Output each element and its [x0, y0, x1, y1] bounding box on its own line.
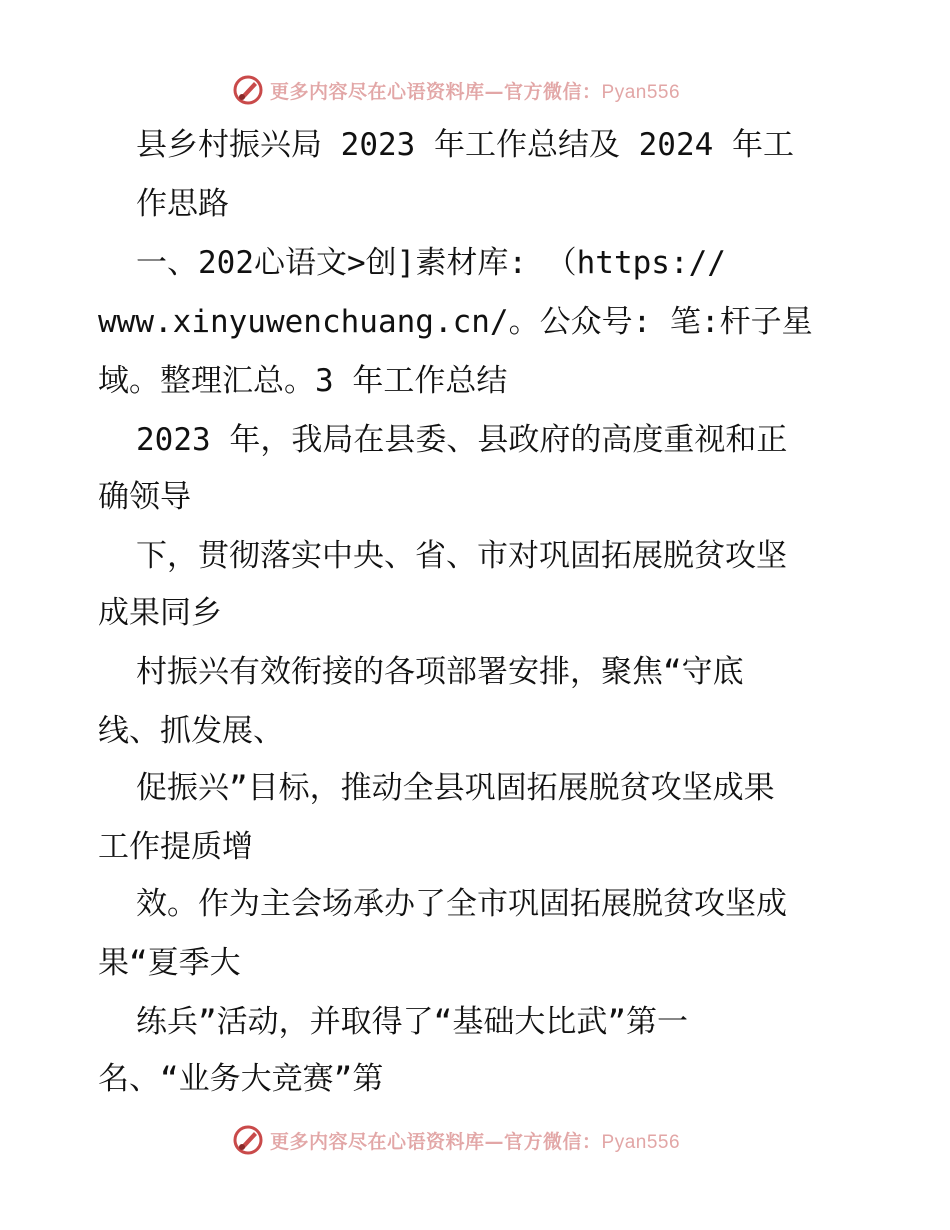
text-line: 促振兴”目标，推动全县巩固拓展脱贫攻坚成果: [136, 770, 775, 806]
text-line: 练兵”活动，并取得了“基础大比武”第一: [136, 1004, 688, 1040]
title-line-1: 县乡村振兴局 2023 年工作总结及 2024 年工: [136, 127, 794, 163]
text-line: 下，贯彻落实中央、省、市对巩固拓展脱贫攻坚: [136, 538, 787, 574]
text-line: 果“夏季大: [98, 945, 241, 981]
title-line-2: 作思路: [136, 186, 229, 222]
text-line: 一、202心语文>创]素材库: （https://: [136, 245, 726, 281]
text-line: 工作提质增: [98, 829, 253, 865]
footer-watermark: [232, 1122, 752, 1158]
text-line: 成果同乡: [98, 595, 222, 631]
text-line: 域。整理汇总。3 年工作总结: [98, 363, 508, 399]
text-line: 村振兴有效衔接的各项部署安排，聚焦“守底: [136, 654, 744, 690]
watermark-id: Pyan556: [601, 81, 681, 103]
brush-logo-icon: [232, 1124, 264, 1156]
header-watermark: [232, 72, 752, 108]
text-line: 效。作为主会场承办了全市巩固拓展脱贫攻坚成: [136, 886, 787, 922]
watermark-id: Pyan556: [601, 1131, 681, 1153]
text-line: 名、“业务大竞赛”第: [98, 1061, 384, 1097]
text-line: www.xinyuwenchuang.cn/。公众号: 笔:杆子星: [98, 304, 813, 340]
text-line: 确领导: [98, 479, 191, 515]
watermark-text: 更多内容尽在心语资料库—官方微信：: [270, 80, 602, 103]
text-line: 线、抓发展、: [98, 713, 284, 749]
brush-logo-icon: [232, 74, 264, 106]
text-line: 2023 年，我局在县委、县政府的高度重视和正: [136, 422, 788, 458]
watermark-text: 更多内容尽在心语资料库—官方微信：: [270, 1130, 602, 1153]
